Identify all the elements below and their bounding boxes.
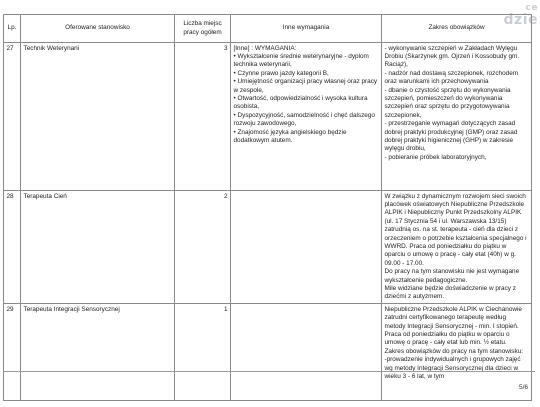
watermark-line-2: dzie	[503, 12, 538, 28]
header-position: Oferowane stanowisko	[21, 15, 175, 43]
cell-text-line: - pobieranie próbek laboratoryjnych,	[384, 153, 487, 161]
cell-duties	[382, 191, 532, 304]
header-lp: Lp.	[4, 15, 21, 43]
header-requirements: Inne wymagania	[231, 15, 382, 43]
cell-requirements	[231, 43, 382, 191]
cell-lp: 29	[4, 304, 21, 401]
cell-text-line: -prowadzenie indywidualnych i grupowych zajęć wg metody Integracji Sensorycznej dla dzieci w wieku 3 - 6 lat, w tym	[384, 356, 521, 381]
cell-count: 1	[175, 304, 231, 401]
cell-text-line: Do pracy na tym stanowisku nie jest wymagane wykształcenie pedagogiczne.	[384, 268, 520, 284]
cell-count: 3	[175, 43, 231, 191]
watermark-line-1: ce	[525, 3, 538, 13]
table-row	[4, 43, 532, 191]
header-count: Liczba miejsc pracy ogółem	[175, 15, 231, 43]
cell-position: Terapeuta Integracji Sensorycznej	[21, 304, 175, 401]
cell-text-line: • Znajomość języka angielskiego będzie dodatkowym atutem.	[233, 128, 347, 144]
cell-text-line: W związku z dynamicznym rozwojem sieci swoich placówek oświatowych Niepubliczne Przedszkole ALPIK i Niepubliczny Punkt Przedszkolny ALPIK (ul. 17 Stycznia 54 i ul. Warszawska 13/15) zatrudnią os. na st. terapeuta - cień dla dzieci z orzeczeniem o potrzebie kształcenia specjalnego i WWRD. Praca od poniedziałku do piątku w oparciu o umowę o pracę - cały etat (40h) w g. 09.00 - 17.00.	[384, 192, 527, 267]
cell-text-line: • Czynne prawo jazdy kategorii B,	[233, 69, 329, 77]
cell-text-line: [Inne] : WYMAGANIA:	[233, 44, 297, 52]
cell-lp: 27	[4, 43, 21, 191]
table-row	[4, 191, 532, 304]
table-header-row	[4, 15, 532, 43]
cell-text-line: • Umiejętność organizacji pracy własnej oraz pracy w zespole,	[233, 78, 378, 94]
cell-text-line: - nadzór nad dostawą szczepionek, rozchodem oraz warunkami ich przechowywania	[384, 69, 519, 86]
cell-text-line: - przestrzeganie wymagań dotyczących zasad dobrej praktyki produkcyjnej (GMP) oraz zasad dobrej praktyki higienicznej (GHP) w zakresie wylęgu drobiu,	[384, 120, 518, 153]
header-duties: Zakres obowiązków	[382, 15, 532, 43]
cell-count: 2	[175, 191, 231, 304]
cell-text-line: - wykonywanie szczepień w Zakładach Wylęgu Drobiu (Skarżynek gm. Ojrzeń i Kossobudy gm. Raciąż),	[384, 44, 520, 69]
table-row	[4, 304, 532, 401]
cell-duties	[382, 304, 532, 401]
footer-divider	[3, 371, 535, 372]
cell-position: Terapeuta Cień	[21, 191, 175, 304]
cell-duties	[382, 43, 532, 191]
cell-position: Technik Weterynarii	[21, 43, 175, 191]
job-offers-table	[3, 14, 532, 401]
cell-requirements	[231, 304, 382, 401]
page-number: 5/6	[518, 384, 528, 391]
cell-text-line: Niepubliczne Przedszkole ALPIK w Ciechanowie zatrudni certyfikowanego terapeutę według metody Integracji Sensorycznej - min. I stopień. Praca od poniedziałku do piątku w oparciu o umowę o pracę - cały etat lub min. ½ etatu.	[384, 305, 522, 347]
cell-requirements	[231, 191, 382, 304]
cell-text-line: • Otwartość, odpowiedzialność i wysoka kultura osobista,	[233, 94, 368, 111]
cell-text-line: Mile widziane będzie doświadczenie w pracy z dziećmi z autyzmem.	[384, 284, 516, 301]
cell-text-line: • Wykształcenie średnie weterynaryjne - dyplom technika weterynarii,	[233, 52, 369, 69]
cell-text-line: - dbanie o czystość sprzętu do wykonywania szczepień, pomieszczeń do wykonywania szczepień oraz sprzętu do przygotowywania szczepionek,	[384, 86, 511, 119]
cell-text-line: • Dyspozycyjność, samodzielność i chęć dalszego rozwoju zawodowego,	[233, 111, 375, 128]
cell-lp: 28	[4, 191, 21, 304]
cell-text-line: Zakres obowiązków do pracy na tym stanowisku:	[384, 347, 524, 355]
